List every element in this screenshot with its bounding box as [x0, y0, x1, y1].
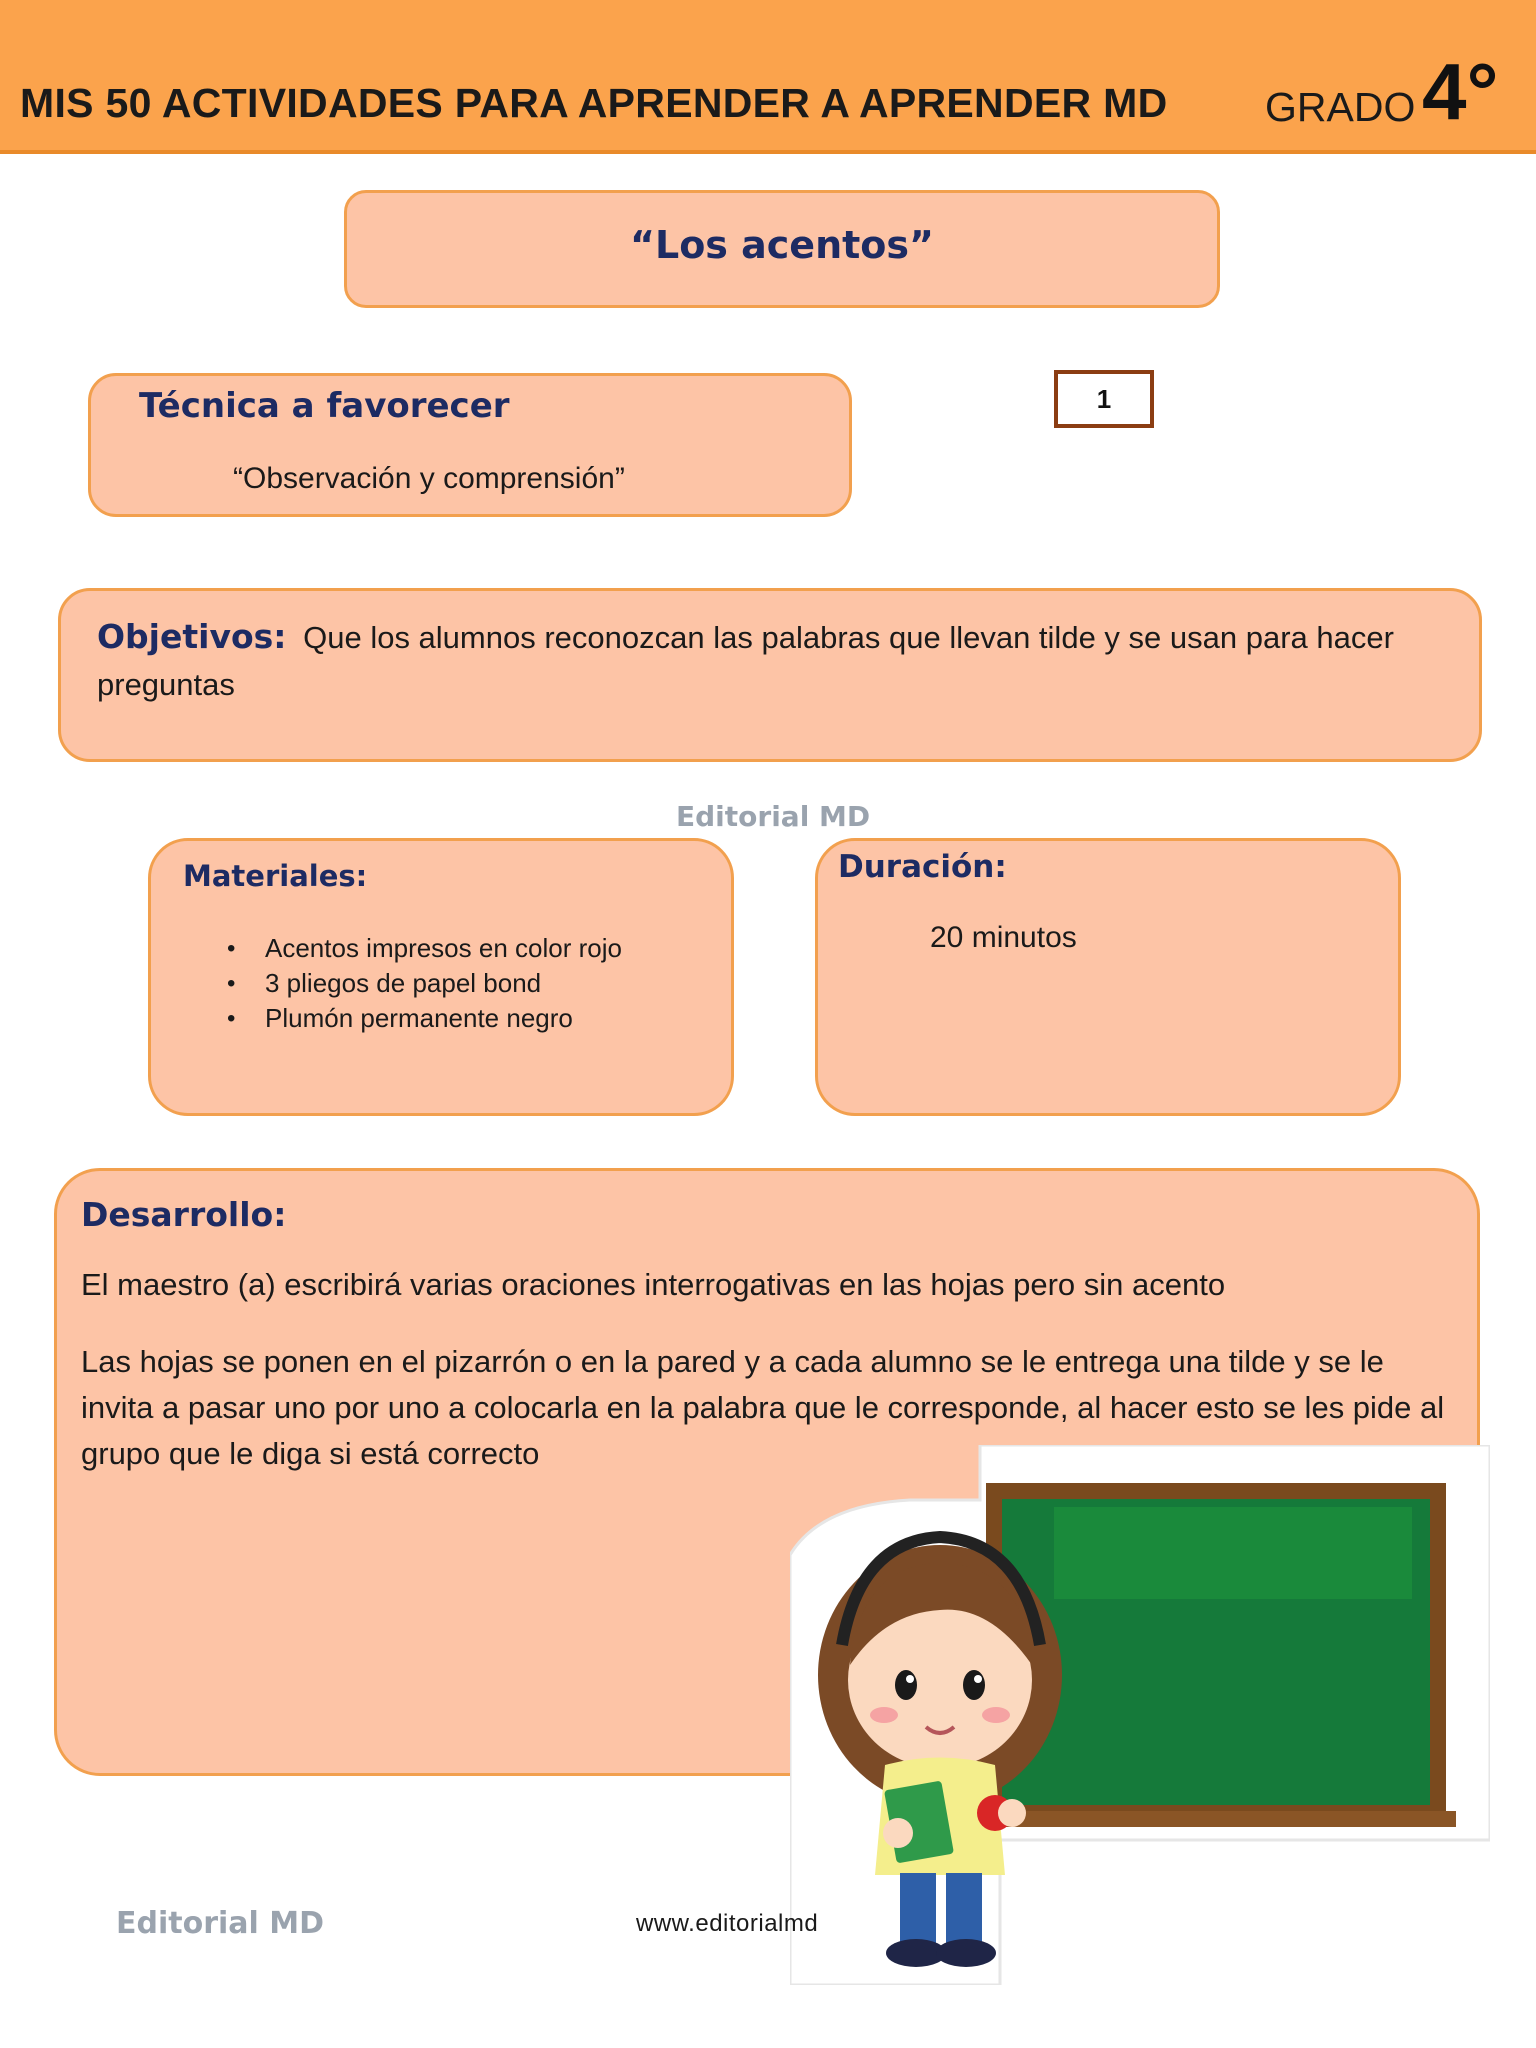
- activity-title-box: [344, 190, 1220, 308]
- materiales-list: [191, 931, 622, 1036]
- desarrollo-paragraph-2: Las hojas se ponen en el pizarrón o en la pared y a cada alumno se le entrega una tilde y se le invita a pasar uno por uno a colocarla en la palabra que le corresponde, al hacer esto se les pide al grupo que le diga si está correcto: [81, 1344, 1445, 1471]
- activity-title: “Los acentos”: [630, 223, 934, 267]
- footer-logo: [116, 1906, 324, 1941]
- objetivos-text: Que los alumnos reconozcan las palabras que llevan tilde y se usan para hacer preguntas: [97, 620, 1394, 702]
- objetivos-box: [58, 588, 1482, 762]
- footer-logo-text: Editorial MD: [116, 1906, 325, 1941]
- materiales-item: [191, 931, 622, 966]
- duracion-box: [815, 838, 1401, 1116]
- materiales-item: [191, 966, 622, 1001]
- grade-label: GRADO: [1265, 84, 1416, 130]
- duracion-value: 20 minutos: [930, 921, 1077, 954]
- bullet-icon: •: [227, 1005, 236, 1032]
- activity-number: 1: [1054, 370, 1154, 428]
- duracion-heading: Duración:: [838, 849, 1007, 885]
- header-title: MIS 50 ACTIVIDADES PARA APRENDER A APRENDER MD: [20, 80, 1168, 126]
- girl-chalkboard-illustration: [790, 1445, 1490, 1985]
- materiales-box: [148, 838, 734, 1116]
- desarrollo-paragraph-1: El maestro (a) escribirá varias oraciones interrogativas en las hojas pero sin acento: [81, 1267, 1226, 1302]
- bullet-icon: •: [227, 970, 236, 997]
- bullet-icon: •: [227, 935, 236, 962]
- tecnica-value: “Observación y comprensión”: [233, 462, 625, 495]
- tecnica-heading: Técnica a favorecer: [139, 386, 510, 426]
- tecnica-box: [88, 373, 852, 517]
- materiales-item-text: Plumón permanente negro: [265, 1003, 573, 1033]
- chalkboard-ledge: [970, 1811, 1456, 1827]
- watermark-logo: [676, 800, 870, 833]
- desarrollo-heading: Desarrollo:: [81, 1195, 287, 1234]
- materiales-item-text: Acentos impresos en color rojo: [265, 933, 622, 963]
- objetivos-content: [97, 613, 1397, 708]
- header-banner: [0, 0, 1536, 154]
- materiales-item: [191, 1001, 622, 1036]
- materiales-heading: Materiales:: [183, 859, 368, 893]
- footer-url[interactable]: www.editorialmd: [636, 1910, 819, 1937]
- grade-value: 4°: [1422, 47, 1499, 136]
- materiales-item-text: 3 pliegos de papel bond: [265, 968, 542, 998]
- objetivos-heading: Objetivos:: [97, 617, 287, 656]
- watermark-text: Editorial MD: [676, 800, 871, 833]
